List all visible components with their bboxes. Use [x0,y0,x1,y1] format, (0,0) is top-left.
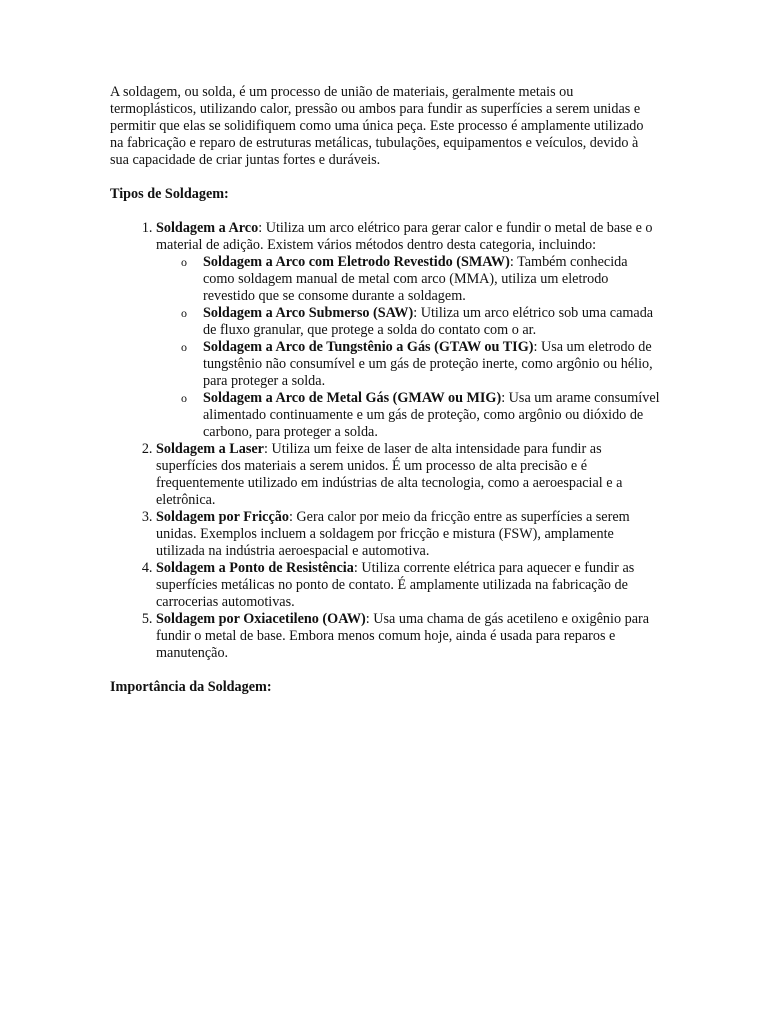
sub-list-item [203,390,660,441]
list-item [156,220,660,441]
sub-item-text: : Utiliza um arco elétrico sob uma camada de fluxo granular, que protege a solda do contato com o ar. [203,305,654,338]
item-text: : Utiliza um feixe de laser de alta intensidade para fundir as superfícies dos materiais a serem unidos. É um processo de alta precisão e é frequentemente utilizado em indústrias de alta tecnologia, como a aeroespacial e a eletrônica. [156,441,623,508]
item-title: Soldagem a Ponto de Resistência [156,560,354,576]
list-item [156,509,660,560]
list-item [156,441,660,509]
item-text: : Utiliza corrente elétrica para aquecer e fundir as superfícies metálicas no ponto de contato. É amplamente utilizada na fabricação de carrocerias automotivas. [156,560,635,610]
arc-subtypes-list [156,254,660,441]
sub-list-item [203,254,660,305]
sub-item-text: : Também conhecida como soldagem manual de metal com arco (MMA), utiliza um eletrodo revestido que se consome durante a soldagem. [203,254,628,304]
list-item [156,611,660,662]
types-heading: Tipos de Soldagem: [110,186,229,202]
sub-item-title: Soldagem a Arco Submerso (SAW) [203,305,414,321]
item-title: Soldagem a Arco [156,220,259,236]
sub-item-text: : Usa um arame consumível alimentado continuamente e um gás de proteção, como argônio ou dióxido de carbono, para proteger a solda. [203,390,660,440]
item-text: : Usa uma chama de gás acetileno e oxigênio para fundir o metal de base. Embora menos comum hoje, ainda é usada para reparos e manutenção. [156,611,650,661]
intro-paragraph: A soldagem, ou solda, é um processo de união de materiais, geralmente metais ou termoplásticos, utilizando calor, pressão ou ambos para fundir as superfícies a serem unidas e permitir que elas se solidifiquem como uma única peça. Este processo é amplamente utilizado na fabricação e reparo de estruturas metálicas, tubulações, equipamentos e veículos, devido à sua capacidade de criar juntas fortes e duráveis. [110,84,644,168]
item-title: Soldagem a Laser [156,441,264,457]
list-item [156,560,660,611]
importance-heading: Importância da Soldagem: [110,679,272,695]
item-text: : Utiliza um arco elétrico para gerar calor e fundir o metal de base e o material de adição. Existem vários métodos dentro desta categoria, incluindo: [156,220,653,253]
item-text: : Gera calor por meio da fricção entre as superfícies a serem unidas. Exemplos incluem a soldagem por fricção e mistura (FSW), amplamente utilizada na indústria aeroespacial e automotiva. [156,509,630,559]
sub-item-title: Soldagem a Arco de Metal Gás (GMAW ou MIG) [203,390,502,406]
sub-item-text: : Usa um eletrodo de tungstênio não consumível e um gás de proteção inerte, como argônio ou hélio, para proteger a solda. [203,339,653,389]
sub-item-title: Soldagem a Arco com Eletrodo Revestido (SMAW) [203,254,510,270]
sub-list-item [203,305,660,339]
item-title: Soldagem por Fricção [156,509,289,525]
document-page [110,84,660,713]
sub-item-title: Soldagem a Arco de Tungstênio a Gás (GTAW ou TIG) [203,339,534,355]
item-title: Soldagem por Oxiacetileno (OAW) [156,611,366,627]
types-list [110,220,660,662]
sub-list-item [203,339,660,390]
